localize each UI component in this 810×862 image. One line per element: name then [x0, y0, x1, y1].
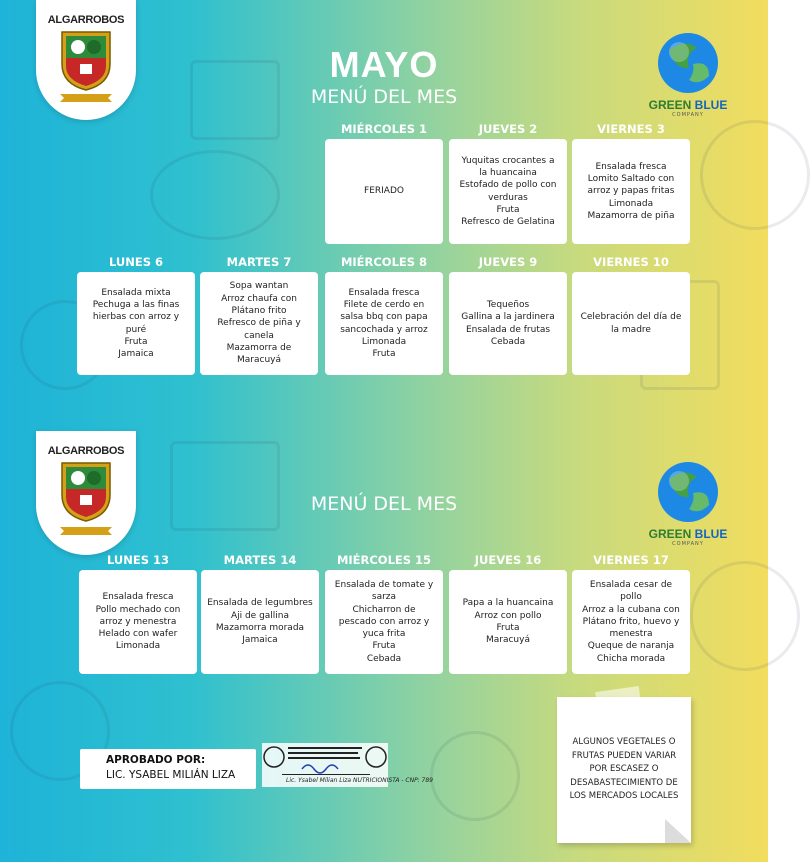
approved-box	[80, 749, 256, 789]
menu-card	[200, 272, 318, 375]
day-column	[449, 254, 567, 375]
menu-text: Ensalada fresca Lomito Saltado con arroz y papas fritas Limonada Mazamorra de piña	[587, 161, 675, 221]
day-label: MARTES 14	[223, 553, 297, 567]
day-label: JUEVES 2	[478, 122, 538, 136]
menu-card	[572, 272, 690, 375]
day-label: MIÉRCOLES 15	[336, 553, 432, 567]
menu-subtitle: MENÚ DEL MES	[310, 493, 458, 515]
month-title: MAYO	[329, 44, 439, 85]
menu-section-week2	[0, 431, 768, 862]
menu-text: Sopa wantan Arroz chaufa con Plátano frito Refresco de piña y canela Mazamorra de Maracuyá	[217, 281, 301, 366]
day-label: JUEVES 16	[474, 553, 542, 567]
menu-text: Tequeños Gallina a la jardinera Ensalada de frutas Cebada	[461, 299, 555, 347]
menu-text: Celebración del día de la madre	[580, 312, 682, 335]
approved-label: APROBADO POR:	[106, 754, 206, 766]
day-column	[325, 552, 443, 674]
menu-card	[77, 272, 195, 375]
menu-subtitle: MENÚ DEL MES	[310, 86, 458, 108]
page-curl-decoration	[665, 819, 691, 843]
menu-card	[79, 570, 197, 674]
doodle-palette	[150, 150, 280, 240]
menu-card	[325, 139, 443, 244]
day-column	[572, 254, 690, 375]
nutritionist-stamp-icon	[262, 743, 433, 787]
menu-card	[449, 139, 567, 244]
menu-card	[572, 570, 690, 674]
day-column	[572, 121, 690, 244]
school-name: ALGARROBOS	[47, 14, 125, 26]
menu-card	[572, 139, 690, 244]
day-label: VIERNES 17	[593, 553, 669, 567]
menu-text: Ensalada de legumbres Aji de gallina Mazamorra morada Jamaica	[207, 598, 313, 646]
doodle-clock	[690, 561, 800, 671]
doodle-house	[170, 441, 280, 531]
brand-name: GREEN BLUE	[648, 527, 728, 541]
menu-card	[325, 570, 443, 674]
day-column	[77, 254, 195, 375]
menu-card	[449, 272, 567, 375]
brand-subtitle: COMPANY	[672, 541, 704, 547]
day-column	[572, 552, 690, 674]
menu-card	[325, 272, 443, 375]
doodle-scissors	[430, 731, 520, 821]
day-column	[449, 552, 567, 674]
day-label: MIÉRCOLES 8	[340, 255, 428, 269]
stamp-text: Lic. Ysabel Milian Liza NUTRICIONISTA - CNP: 789	[286, 777, 433, 784]
day-column	[325, 121, 443, 244]
availability-note-text: ALGUNOS VEGETALES O FRUTAS PUEDEN VARIAR POR ESCASEZ O DESABASTECIMIENTO DE LOS MERCADOS LOCALES	[569, 737, 679, 802]
brand-name: GREEN BLUE	[648, 98, 728, 112]
doodle-clock	[700, 120, 810, 230]
menu-text: Ensalada cesar de pollo Arroz a la cubana con Plátano frito, huevo y menestra Queque de naranja Chicha morada	[582, 579, 680, 664]
approved-name: LIC. YSABEL MILIÁN LIZA	[106, 769, 236, 781]
day-column	[449, 121, 567, 244]
school-motto-ribbon-icon	[60, 525, 112, 537]
brand-subtitle: COMPANY	[672, 112, 704, 118]
day-column	[201, 552, 319, 674]
menu-text: Papa a la huancaina Arroz con pollo Fruta Maracuyá	[462, 598, 554, 646]
day-label: VIERNES 3	[597, 122, 665, 136]
globe-leaf-icon	[655, 459, 721, 525]
day-label: LUNES 13	[106, 553, 170, 567]
day-column	[200, 254, 318, 375]
school-name: ALGARROBOS	[47, 445, 125, 457]
day-label: MIÉRCOLES 1	[340, 122, 428, 136]
day-label: VIERNES 10	[593, 255, 669, 269]
day-column	[79, 552, 197, 674]
menu-card	[201, 570, 319, 674]
menu-text: Ensalada fresca Filete de cerdo en salsa bbq con papa sancochada y arroz Limonada Fruta	[340, 287, 428, 360]
menu-text: Ensalada de tomate y sarza Chicharron de pescado con arroz y yuca frita Fruta Cebada	[334, 579, 434, 664]
menu-card	[449, 570, 567, 674]
menu-text: Ensalada fresca Pollo mechado con arroz y menestra Helado con wafer Limonada	[95, 592, 181, 652]
menu-section-week1	[0, 0, 768, 431]
day-label: JUEVES 9	[478, 255, 538, 269]
menu-text: FERIADO	[364, 186, 404, 197]
globe-leaf-icon	[655, 30, 721, 96]
day-column	[325, 254, 443, 375]
green-blue-logo	[638, 459, 738, 547]
menu-text: Yuquitas crocantes a la huancaina Estofado de pollo con verduras Fruta Refresco de Gelatina	[459, 155, 557, 228]
day-label: LUNES 6	[108, 255, 164, 269]
day-label: MARTES 7	[226, 255, 292, 269]
menu-text: Ensalada mixta Pechuga a las finas hierbas con arroz y puré Fruta Jamaica	[92, 287, 180, 360]
green-blue-logo	[638, 30, 738, 118]
